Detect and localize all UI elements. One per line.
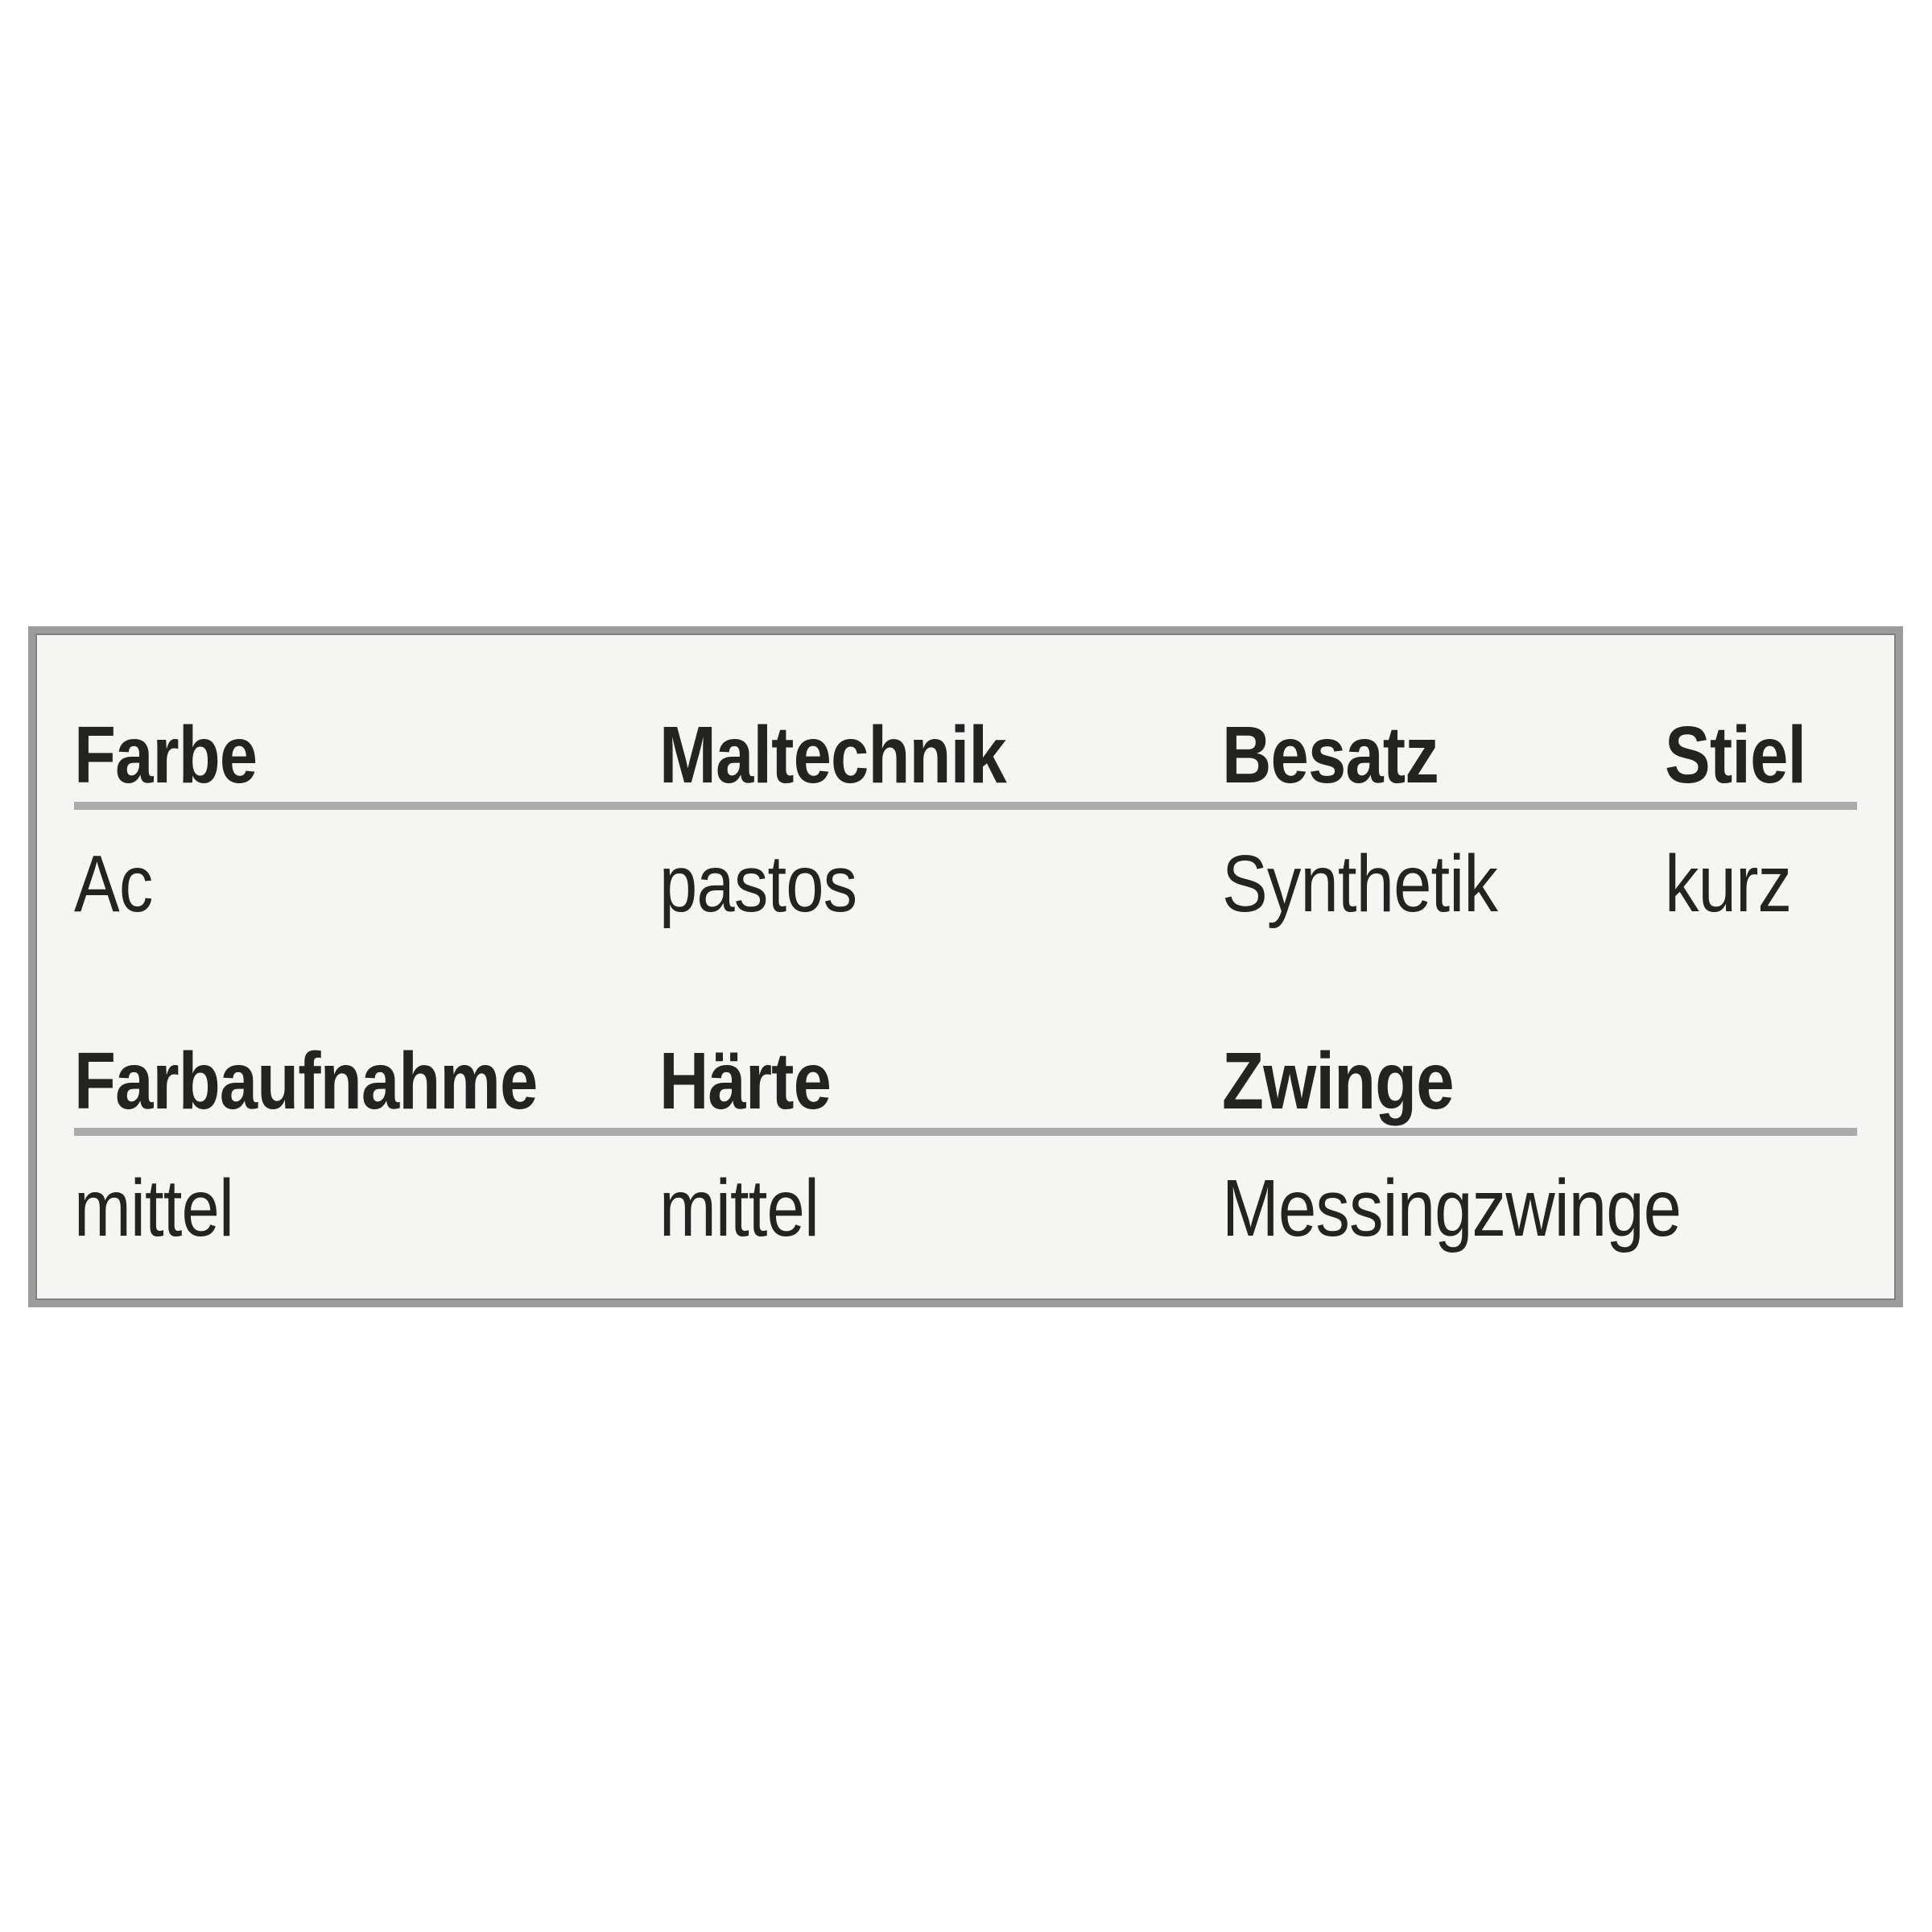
field-value-farbaufnahme-text: mittel — [74, 1163, 233, 1253]
field-value-besatz-text: Synthetik — [1222, 839, 1498, 929]
field-value-stiel — [1664, 839, 1857, 929]
field-value-stiel-text: kurz — [1664, 839, 1791, 929]
spec-value-row-2 — [74, 1163, 1857, 1253]
field-label-maltechnik — [658, 710, 1223, 800]
field-value-haerte — [658, 1163, 1223, 1253]
field-label-besatz — [1222, 710, 1664, 800]
field-value-haerte-text: mittel — [658, 1163, 819, 1253]
field-label-zwinge-text: Zwinge — [1222, 1036, 1455, 1126]
field-label-maltechnik-text: Maltechnik — [658, 710, 1006, 800]
field-value-farbe-text: Ac — [74, 839, 153, 929]
field-value-besatz — [1222, 839, 1664, 929]
spec-value-row-1 — [74, 839, 1857, 929]
field-label-stiel — [1664, 710, 1857, 800]
field-label-haerte-text: Härte — [658, 1036, 831, 1126]
field-label-farbaufnahme — [74, 1036, 659, 1126]
spec-header-row-2 — [74, 1036, 1857, 1126]
spec-section-1 — [74, 710, 1857, 929]
field-label-farbaufnahme-text: Farbaufnahme — [74, 1036, 538, 1126]
field-label-farbe-text: Farbe — [74, 710, 258, 800]
header-rule-1 — [74, 802, 1857, 810]
field-label-zwinge — [1222, 1036, 1857, 1126]
spec-section-2 — [74, 1036, 1857, 1253]
field-label-farbe — [74, 710, 659, 800]
field-value-maltechnik — [658, 839, 1223, 929]
field-value-farbaufnahme — [74, 1163, 659, 1253]
field-value-zwinge-text: Messingzwinge — [1222, 1163, 1682, 1253]
spec-header-row-1 — [74, 710, 1857, 800]
field-value-zwinge — [1222, 1163, 1857, 1253]
spec-panel — [28, 626, 1903, 1307]
header-rule-2 — [74, 1128, 1857, 1136]
field-value-maltechnik-text: pastos — [658, 839, 857, 929]
field-label-stiel-text: Stiel — [1664, 710, 1806, 800]
field-label-haerte — [658, 1036, 1223, 1126]
field-value-farbe — [74, 839, 659, 929]
field-label-besatz-text: Besatz — [1222, 710, 1439, 800]
